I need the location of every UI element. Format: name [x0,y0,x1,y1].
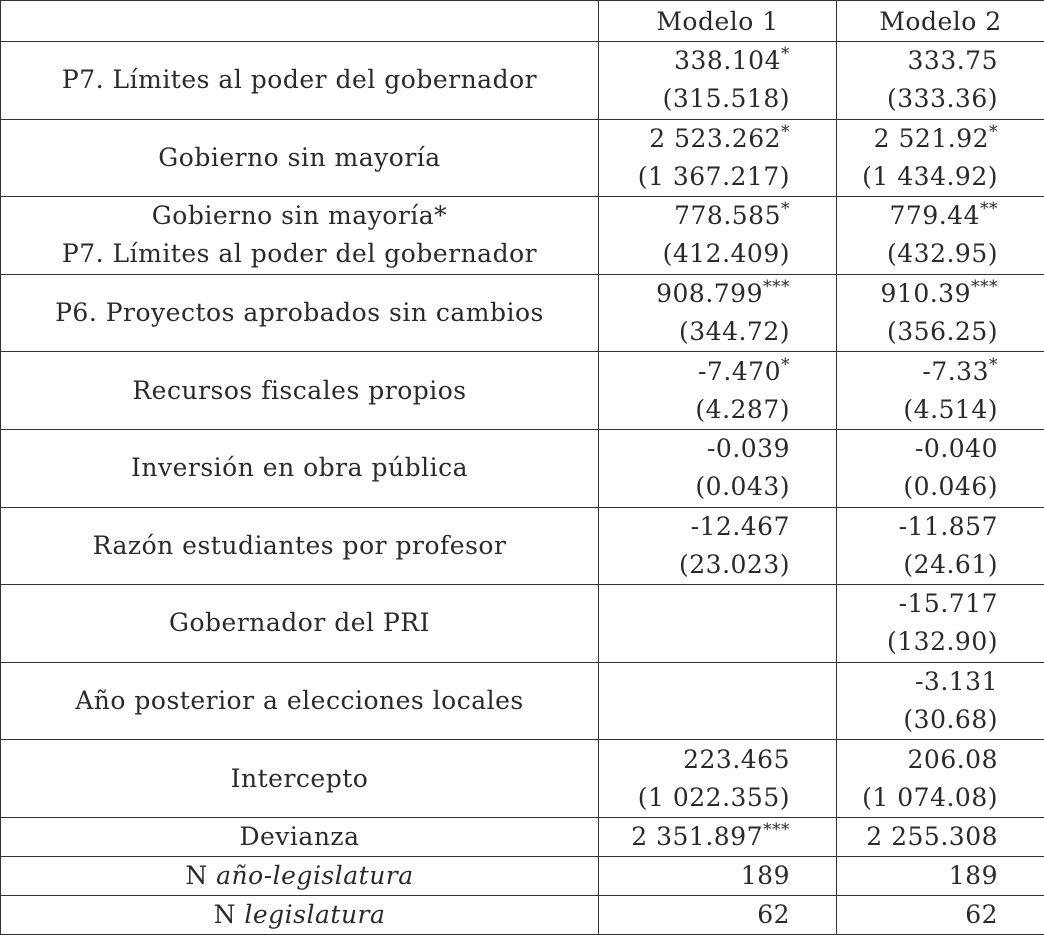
row-label [1,119,599,197]
cell-m1 [599,352,837,430]
row-label [1,856,599,895]
significance-stars: * [781,355,790,375]
significance-stars: *** [971,277,998,297]
cell-m2 [837,274,1044,352]
std-error-value: (344.72) [599,313,790,351]
n-year-row [1,856,1044,895]
coef-line [599,663,790,701]
devianza-m1 [599,817,837,856]
label-italic: legislatura [244,900,385,929]
cell-m2 [837,740,1044,818]
header-label-cell [1,1,599,42]
table-body [1,42,1044,935]
table-row [1,429,1044,507]
coef-line [599,585,790,623]
coef-line [837,197,998,235]
coef-value: -7.470 [698,357,781,386]
coef-line [837,508,998,546]
coef-value: 779.44 [890,201,980,230]
cell-m2 [837,352,1044,430]
std-error-value: (30.68) [837,701,998,739]
std-error-value: (23.023) [599,546,790,584]
std-error-value: (1 434.92) [837,158,998,196]
n-leg-m2: 62 [837,895,1044,934]
row-label: Devianza [1,817,599,856]
row-label [1,740,599,818]
cell-m1 [599,429,837,507]
coef-value: 206.08 [908,745,998,774]
row-label [1,507,599,585]
coef-value: -7.33 [922,357,989,386]
std-error-value: (0.046) [837,468,998,506]
coef-line [837,741,998,779]
coef-line [837,42,998,80]
table-row [1,585,1044,663]
coef-value: 910.39 [881,279,971,308]
row-label-line: Recursos fiscales propios [1,372,598,410]
coef-line [599,430,790,468]
cell-m2 [837,585,1044,663]
row-label-line: P7. Límites al poder del gobernador [1,235,598,273]
cell-m2 [837,507,1044,585]
coef-value: -15.717 [899,589,998,618]
row-label [1,585,599,663]
coef-value: -0.040 [915,434,998,463]
cell-m1 [599,119,837,197]
cell-m2 [837,197,1044,275]
n-leg-m1: 62 [599,895,837,934]
table-row [1,352,1044,430]
coef-value: 2 351.897 [631,822,763,851]
table-row [1,274,1044,352]
n-leg-row [1,895,1044,934]
std-error-value: (356.25) [837,313,998,351]
row-label [1,352,599,430]
coef-line [837,430,998,468]
coef-line [837,663,998,701]
cell-m2 [837,429,1044,507]
coef-value: -3.131 [915,667,998,696]
coef-value: -12.467 [691,512,790,541]
std-error-value: (1 074.08) [837,779,998,817]
std-error-value: (1 367.217) [599,158,790,196]
coef-value: 2 521.92 [874,124,989,153]
cell-m1 [599,740,837,818]
label-prefix: N [214,900,245,929]
significance-stars: *** [763,820,790,840]
row-label-line: Intercepto [1,760,598,798]
coef-value: 778.585 [674,201,781,230]
coef-line [599,197,790,235]
std-error-value: (333.36) [837,80,998,118]
row-label-line: Razón estudiantes por profesor [1,527,598,565]
significance-stars: * [989,122,998,142]
row-label [1,42,599,120]
header-modelo-1: Modelo 1 [599,1,837,42]
std-error-value: (432.95) [837,235,998,273]
coef-line [599,741,790,779]
label-italic: año-legislatura [216,861,414,890]
cell-m2 [837,42,1044,120]
std-error-value: (4.287) [599,391,790,429]
row-label-line: Gobernador del PRI [1,604,598,642]
significance-stars: * [989,355,998,375]
coef-line [599,42,790,80]
row-label [1,895,599,934]
row-label [1,662,599,740]
significance-stars: ** [980,199,998,219]
significance-stars: * [781,199,790,219]
std-error-value [599,623,790,661]
coef-line [599,275,790,313]
label-prefix: N [185,861,216,890]
table-row [1,507,1044,585]
header-modelo-2: Modelo 2 [837,1,1044,42]
table-row [1,119,1044,197]
coef-line [599,120,790,158]
significance-stars: *** [763,277,790,297]
devianza-m2: 2 255.308 [837,817,1044,856]
devianza-row [1,817,1044,856]
cell-m1 [599,274,837,352]
std-error-value: (0.043) [599,468,790,506]
row-label-line: Gobierno sin mayoría [1,139,598,177]
header-row [1,1,1044,42]
coef-line [837,275,998,313]
coef-value: -11.857 [899,512,998,541]
cell-m1 [599,197,837,275]
coef-value: 223.465 [683,745,790,774]
table-row [1,740,1044,818]
std-error-value: (315.518) [599,80,790,118]
std-error-value: (24.61) [837,546,998,584]
row-label-line: Inversión en obra pública [1,449,598,487]
cell-m1 [599,662,837,740]
cell-m1 [599,585,837,663]
coef-line [599,353,790,391]
std-error-value: (132.90) [837,623,998,661]
std-error-value: (4.514) [837,391,998,429]
significance-stars: * [781,122,790,142]
table-row [1,197,1044,275]
std-error-value: (1 022.355) [599,779,790,817]
row-label [1,429,599,507]
row-label-line: Gobierno sin mayoría* [1,197,598,235]
row-label-line: P7. Límites al poder del gobernador [1,61,598,99]
std-error-value [599,701,790,739]
coef-line [837,353,998,391]
coef-line [837,585,998,623]
coef-value: 908.799 [656,279,763,308]
cell-m2 [837,119,1044,197]
row-label [1,197,599,275]
row-label-line: P6. Proyectos aprobados sin cambios [1,294,598,332]
coef-line [837,120,998,158]
cell-m1 [599,42,837,120]
cell-m2 [837,662,1044,740]
significance-stars: * [781,44,790,64]
table-row [1,662,1044,740]
cell-m1 [599,507,837,585]
coef-value: -0.039 [707,434,790,463]
coef-value: 2 523.262 [649,124,781,153]
coef-line [599,508,790,546]
std-error-value: (412.409) [599,235,790,273]
coef-value: 333.75 [908,46,998,75]
n-year-m2: 189 [837,856,1044,895]
coef-value: 338.104 [674,46,781,75]
table-row [1,42,1044,120]
row-label [1,274,599,352]
row-label-line: Año posterior a elecciones locales [1,682,598,720]
n-year-m1: 189 [599,856,837,895]
